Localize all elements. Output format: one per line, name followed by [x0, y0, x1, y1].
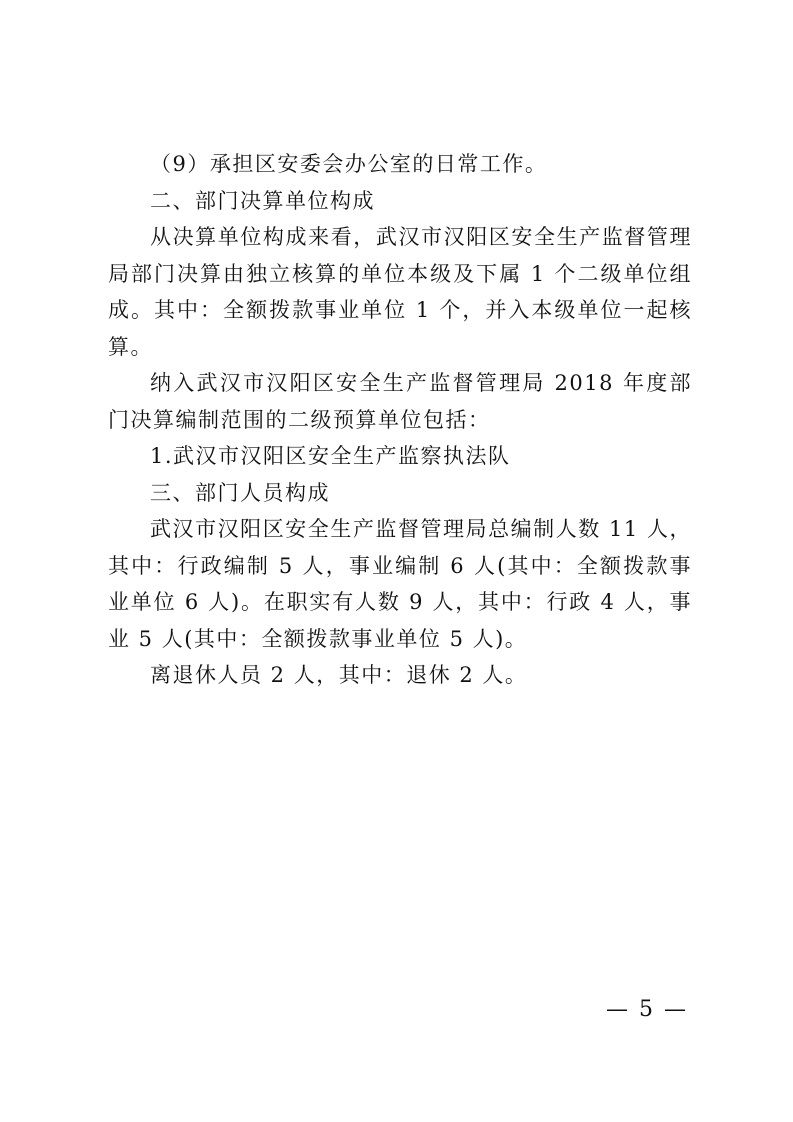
paragraph-retired-staff: 离退休人员 2 人，其中：退休 2 人。 — [150, 663, 528, 687]
section-heading-unit-composition: 二、部门决算单位构成 — [150, 188, 375, 213]
section-heading-staff-composition: 三、部门人员构成 — [150, 480, 330, 505]
paragraph-budget-scope: 纳入武汉市汉阳区安全生产监督管理局 2018 年度部门决算编制范围的二级预算单位包括： — [108, 371, 692, 432]
paragraph-unit-composition: 从决算单位构成来看，武汉市汉阳区安全生产监督管理局部门决算由独立核算的单位本级及下属 1 个二级单位组成。其中：全额拨款事业单位 1 个，并入本级单位一起核算。 — [108, 225, 692, 359]
list-item-secondary-unit: 1.武汉市汉阳区安全生产监察执法队 — [150, 444, 511, 468]
paragraph-staff-composition: 武汉市汉阳区安全生产监督管理局总编制人数 11 人，其中：行政编制 5 人，事业编制 6 人(其中：全额拨款事业单位 6 人)。在职实有人数 9 人，其中：行政 4 人，事业 5 人(其中：全额拨款事业单位 5 人)。 — [108, 517, 692, 651]
document-body — [108, 146, 692, 694]
page-number: — 5 — — [606, 997, 688, 1022]
paragraph-duty-9: （9）承担区安委会办公室的日常工作。 — [150, 152, 548, 176]
